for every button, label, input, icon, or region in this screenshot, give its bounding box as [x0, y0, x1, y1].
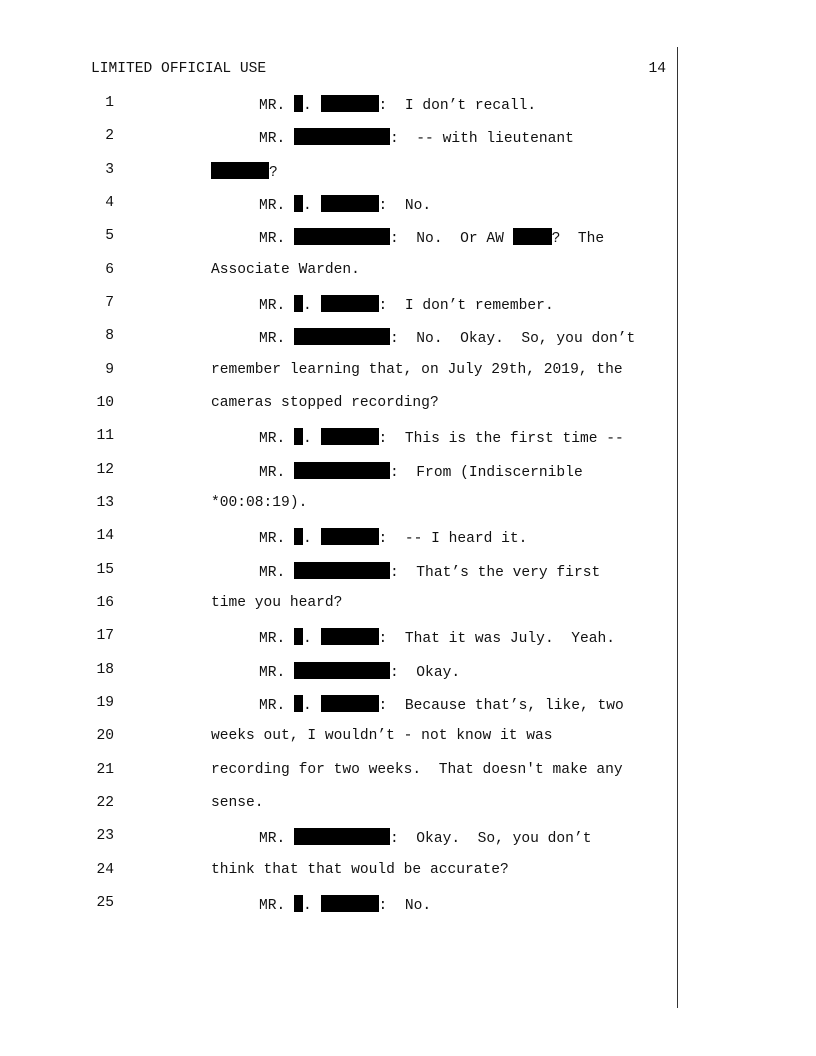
line-number: 21 [96, 762, 114, 778]
redaction-block [294, 562, 390, 579]
text-segment: sense. [211, 795, 264, 811]
transcript-line [0, 662, 676, 684]
text-segment: MR. [259, 465, 295, 481]
redaction-block [294, 695, 303, 712]
redaction-block [294, 128, 390, 145]
line-text [259, 95, 536, 114]
redaction-block [294, 662, 390, 679]
text-segment: MR. [259, 231, 295, 247]
text-segment: MR. [259, 131, 295, 147]
line-number: 13 [96, 495, 114, 511]
text-segment: *00:08:19). [211, 495, 308, 511]
text-segment: time you heard? [211, 595, 343, 611]
transcript-line [0, 95, 676, 117]
text-segment: : Okay. So, you don’t [390, 831, 592, 847]
line-number: 18 [96, 662, 114, 678]
text-segment: MR. [259, 665, 295, 681]
text-segment: : Because that’s, like, two [378, 698, 624, 714]
classification-header: LIMITED OFFICIAL USE [91, 61, 267, 77]
line-number: 16 [96, 595, 114, 611]
text-segment: . [303, 631, 321, 647]
line-text [259, 428, 624, 447]
line-number: 14 [96, 528, 114, 544]
transcript-line [0, 862, 676, 884]
redaction-block [294, 828, 390, 845]
line-text [211, 728, 553, 744]
line-number: 19 [96, 695, 114, 711]
transcript-line [0, 695, 676, 717]
transcript-line [0, 628, 676, 650]
transcript-line [0, 228, 676, 250]
transcript-line [0, 795, 676, 817]
line-text [211, 862, 509, 878]
text-segment: ? The [551, 231, 605, 247]
redaction-block [294, 95, 303, 112]
transcript-line [0, 128, 676, 150]
line-text [259, 562, 600, 581]
redaction-block [321, 195, 379, 212]
line-number: 3 [105, 162, 114, 178]
text-segment: . [303, 531, 321, 547]
transcript-line [0, 828, 676, 850]
text-segment: MR. [259, 431, 295, 447]
line-text [211, 795, 264, 811]
text-segment: : I don’t recall. [378, 98, 537, 114]
text-segment: Associate Warden. [211, 262, 360, 278]
line-number: 11 [96, 428, 114, 444]
line-text [259, 228, 604, 247]
line-text [259, 128, 574, 147]
redaction-block [294, 428, 303, 445]
text-segment: : That it was July. Yeah. [378, 631, 616, 647]
text-segment: MR. [259, 98, 295, 114]
line-text [259, 828, 591, 847]
line-number: 8 [105, 328, 114, 344]
transcript-line [0, 162, 676, 184]
text-segment: ? [269, 165, 278, 181]
line-number: 10 [96, 395, 114, 411]
line-text [259, 662, 460, 681]
line-text [259, 528, 527, 547]
text-segment: . [303, 98, 321, 114]
line-number: 7 [105, 295, 114, 311]
page-number: 14 [648, 61, 666, 77]
redaction-block [321, 628, 379, 645]
redaction-block [294, 895, 303, 912]
text-segment: MR. [259, 198, 295, 214]
text-segment: MR. [259, 631, 295, 647]
line-text [259, 328, 635, 347]
line-number: 23 [96, 828, 114, 844]
text-segment: weeks out, I wouldn’t - not know it was [211, 728, 553, 744]
line-number: 1 [105, 95, 114, 111]
transcript-line [0, 328, 676, 350]
redaction-block [321, 695, 379, 712]
line-text [259, 295, 554, 314]
line-number: 15 [96, 562, 114, 578]
text-segment: . [303, 698, 321, 714]
right-margin-rule [677, 47, 678, 1008]
text-segment: MR. [259, 831, 295, 847]
text-segment: : No. Okay. So, you don’t [390, 331, 636, 347]
text-segment: recording for two weeks. That doesn't make any [211, 762, 623, 778]
line-text [259, 195, 431, 214]
text-segment: . [303, 431, 321, 447]
line-number: 12 [96, 462, 114, 478]
transcript-line [0, 895, 676, 917]
redaction-block [321, 295, 379, 312]
transcript-line [0, 262, 676, 284]
text-segment: MR. [259, 565, 295, 581]
line-number: 24 [96, 862, 114, 878]
line-number: 25 [96, 895, 114, 911]
line-number: 22 [96, 795, 114, 811]
transcript-line [0, 728, 676, 750]
text-segment: : -- I heard it. [378, 531, 528, 547]
transcript-line [0, 762, 676, 784]
line-text [211, 762, 623, 778]
text-segment: : No. [378, 198, 432, 214]
text-segment: : From (Indiscernible [390, 465, 583, 481]
text-segment: : -- with lieutenant [390, 131, 574, 147]
redaction-block [294, 628, 303, 645]
line-text [259, 462, 583, 481]
text-segment: MR. [259, 298, 295, 314]
redaction-block [294, 528, 303, 545]
text-segment: : This is the first time -- [378, 431, 624, 447]
transcript-line [0, 495, 676, 517]
transcript-line [0, 395, 676, 417]
transcript-line [0, 195, 676, 217]
redaction-block [294, 328, 390, 345]
redaction-block [321, 528, 379, 545]
text-segment: MR. [259, 331, 295, 347]
text-segment: . [303, 898, 321, 914]
line-number: 6 [105, 262, 114, 278]
line-number: 9 [105, 362, 114, 378]
text-segment: think that that would be accurate? [211, 862, 509, 878]
line-number: 20 [96, 728, 114, 744]
line-text [211, 362, 623, 378]
text-segment: . [303, 298, 321, 314]
line-number: 2 [105, 128, 114, 144]
redaction-block [513, 228, 552, 245]
line-text [211, 495, 307, 511]
text-segment: . [303, 198, 321, 214]
text-segment: : I don’t remember. [378, 298, 554, 314]
line-number: 4 [105, 195, 114, 211]
line-text [259, 628, 615, 647]
transcript-line [0, 528, 676, 550]
transcript-line [0, 295, 676, 317]
redaction-block [321, 895, 379, 912]
line-text [259, 895, 431, 914]
redaction-block [294, 462, 390, 479]
transcript-line [0, 428, 676, 450]
redaction-block [321, 428, 379, 445]
text-segment: : That’s the very first [390, 565, 601, 581]
line-text [211, 162, 278, 181]
transcript-line [0, 595, 676, 617]
text-segment: : Okay. [390, 665, 461, 681]
redaction-block [294, 228, 390, 245]
transcript-line [0, 362, 676, 384]
line-text [259, 695, 624, 714]
transcript-line [0, 562, 676, 584]
line-number: 17 [96, 628, 114, 644]
text-segment: MR. [259, 698, 295, 714]
text-segment: : No. [378, 898, 432, 914]
redaction-block [211, 162, 269, 179]
redaction-block [321, 95, 379, 112]
text-segment: cameras stopped recording? [211, 395, 439, 411]
line-text [211, 395, 439, 411]
text-segment: MR. [259, 898, 295, 914]
text-segment: : No. Or AW [390, 231, 513, 247]
text-segment: MR. [259, 531, 295, 547]
redaction-block [294, 195, 303, 212]
line-text [211, 595, 342, 611]
line-text [211, 262, 360, 278]
text-segment: remember learning that, on July 29th, 2019, the [211, 362, 623, 378]
transcript-line [0, 462, 676, 484]
redaction-block [294, 295, 303, 312]
line-number: 5 [105, 228, 114, 244]
